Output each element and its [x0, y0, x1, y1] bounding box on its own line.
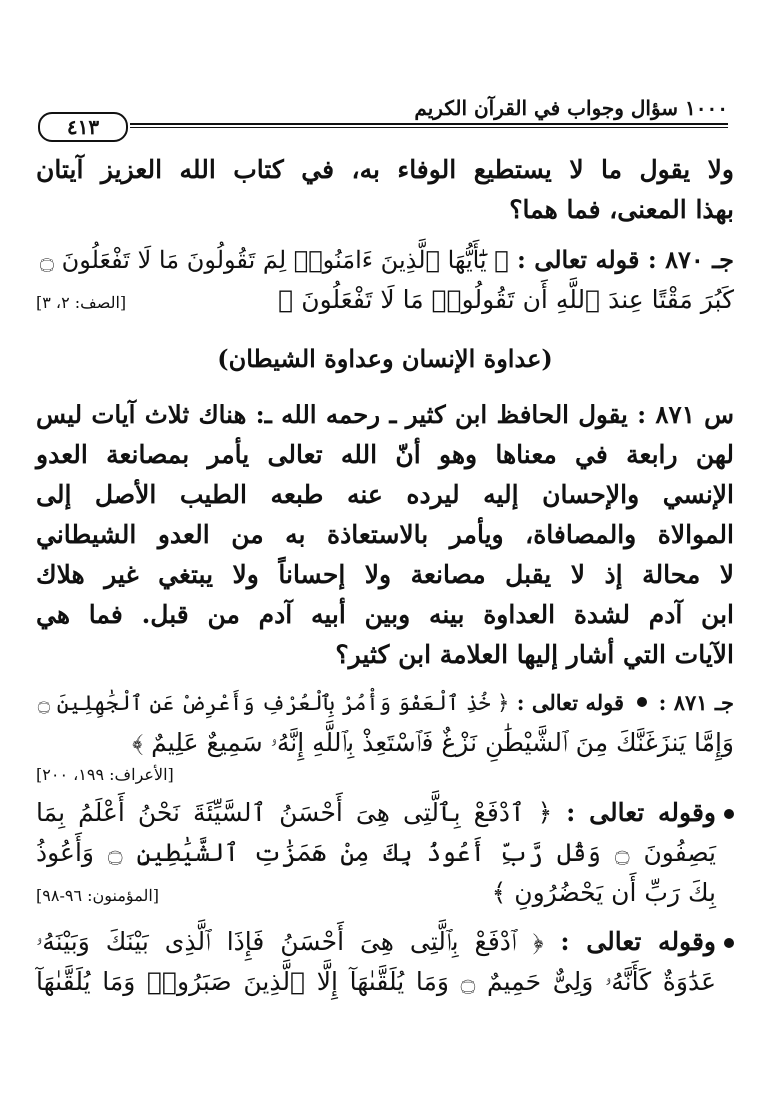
text-line: [36, 240, 734, 280]
text-line: الآيات التي أشار إليها العلامة ابن كثير؟: [335, 640, 734, 669]
answer-intro: قوله تعالى :: [517, 245, 640, 274]
quran-verse: كَبُرَ مَقْتًا عِندَ ٱللَّهِ أَن تَقُولُوا۟ مَا لَا تَفْعَلُونَ ﴾: [278, 285, 734, 314]
answer-item: [36, 922, 734, 1002]
verse-ref-line: [36, 873, 716, 916]
answer-intro: وقوله تعالى :: [560, 927, 716, 956]
answer-item: [36, 793, 734, 916]
answer-label: جـ ٨٧٠ :: [647, 245, 734, 274]
question-text: يقول الحافظ ابن كثير ـ رحمه الله ـ: هناك ثلاث آيات ليس: [36, 400, 628, 429]
text-line: [36, 962, 716, 1002]
bullet-icon: [724, 938, 734, 948]
text-line: [36, 833, 716, 873]
text-line: [36, 395, 734, 435]
bullet-icon: [724, 809, 734, 819]
text-line: لا محالة إذ لا يقبل مصانعة ولا إحساناً ولا يبتغي غير هلاك: [36, 560, 734, 589]
header-rule: [130, 123, 728, 125]
text-line: ابن آدم لشدة العداوة بينه وبين أبيه آدم من قبل. فما هي: [36, 600, 734, 629]
answer-item-text: [36, 793, 716, 916]
text-line: [36, 683, 734, 723]
answer-intro: قوله تعالى :: [516, 690, 624, 715]
quran-verse: ﴿ ٱدْفَعْ بِٱلَّتِى هِىَ أَحْسَنُ فَإِذَا ٱلَّذِى بَيْنَكَ وَبَيْنَهُۥ: [36, 927, 544, 956]
quran-verse: ﴿ ٱدْفَعْ بِٱلَّتِى هِىَ أَحْسَنُ ٱلسَّيِّئَةَ نَحْنُ أَعْلَمُ بِمَا: [36, 798, 553, 827]
text-line: [36, 793, 716, 833]
question-label: س ٨٧١ :: [637, 400, 735, 429]
page-header: [38, 92, 728, 139]
text-line: [36, 723, 734, 763]
verse-reference: [الصف: ٢، ٣]: [36, 293, 127, 312]
quran-verse: يَصِفُونَ ۝ وَقُل رَّبِّ أَعُوذُ بِكَ مِنْ هَمَزَٰتِ ٱلشَّيَٰطِينِ ۝ وَأَعُوذُ: [36, 838, 717, 867]
book-title: ١٠٠٠ سؤال وجواب في القرآن الكريم: [414, 96, 728, 120]
page-number: ٤١٣: [38, 112, 128, 142]
verse-reference: [الأعراف: ١٩٩، ٢٠٠]: [36, 765, 174, 784]
text-line: بهذا المعنى، فما هما؟: [509, 195, 734, 224]
page-content: [36, 150, 734, 1010]
answer-intro: وقوله تعالى :: [566, 798, 716, 827]
quran-verse: عَدَٰوَةٌ كَأَنَّهُۥ وَلِىٌّ حَمِيمٌ ۝ وَمَا يُلَقَّىٰهَآ إِلَّا ٱلَّذِينَ صَبَرُوا۟ وَمَا يُلَقَّىٰهَآ: [36, 967, 717, 996]
answer-label: جـ ٨٧١ :: [658, 690, 734, 715]
quran-verse: ﴿ يَٰٓأَيُّهَا ٱلَّذِينَ ءَامَنُوا۟ لِمَ تَقُولُونَ مَا لَا تَفْعَلُونَ ۝: [39, 246, 509, 274]
quran-verse: وَإِمَّا يَنزَغَنَّكَ مِنَ ٱلشَّيْطَٰنِ نَزْغٌ فَٱسْتَعِذْ بِٱللَّهِ إِنَّهُۥ سَمِيعٌ عَلِيمٌ ﴾: [132, 728, 734, 757]
text-line: ولا يقول ما لا يستطيع الوفاء به، في كتاب الله العزيز آيتان: [36, 155, 734, 184]
text-line: الإنسي والإحسان إليه ليرده عنه طبعه الطيب الأصل إلى: [36, 480, 734, 509]
text-line: [36, 922, 716, 962]
text-line: الموالاة والمصافاة، ويأمر بالاستعاذة به من العدو الشيطاني: [36, 520, 734, 549]
verse-ref-line: [36, 280, 734, 323]
question-871: [36, 395, 734, 675]
answer-870: [36, 240, 734, 323]
section-heading: (عداوة الإنسان وعداوة الشيطان): [217, 344, 553, 373]
quran-verse: ﴿ خُذِ ٱلْعَفْوَ وَأْمُرْ بِٱلْعُرْفِ وَأَعْرِضْ عَنِ ٱلْجَٰهِلِينَ ۝: [37, 691, 510, 715]
answer-item-text: [36, 922, 716, 1002]
answer-871: [36, 683, 734, 1002]
header-rule-thin: [130, 127, 728, 128]
quran-verse: بِكَ رَبِّ أَن يَحْضُرُونِ ﴾: [491, 878, 716, 907]
question-870-tail: [36, 150, 734, 230]
text-line: لهن رابعة في معناها وهو أنّ الله تعالى يأمر بمصانعة العدو: [36, 440, 734, 469]
verse-reference: [المؤمنون: ٩٦-٩٨]: [36, 886, 159, 905]
bullet-icon: [637, 697, 647, 707]
